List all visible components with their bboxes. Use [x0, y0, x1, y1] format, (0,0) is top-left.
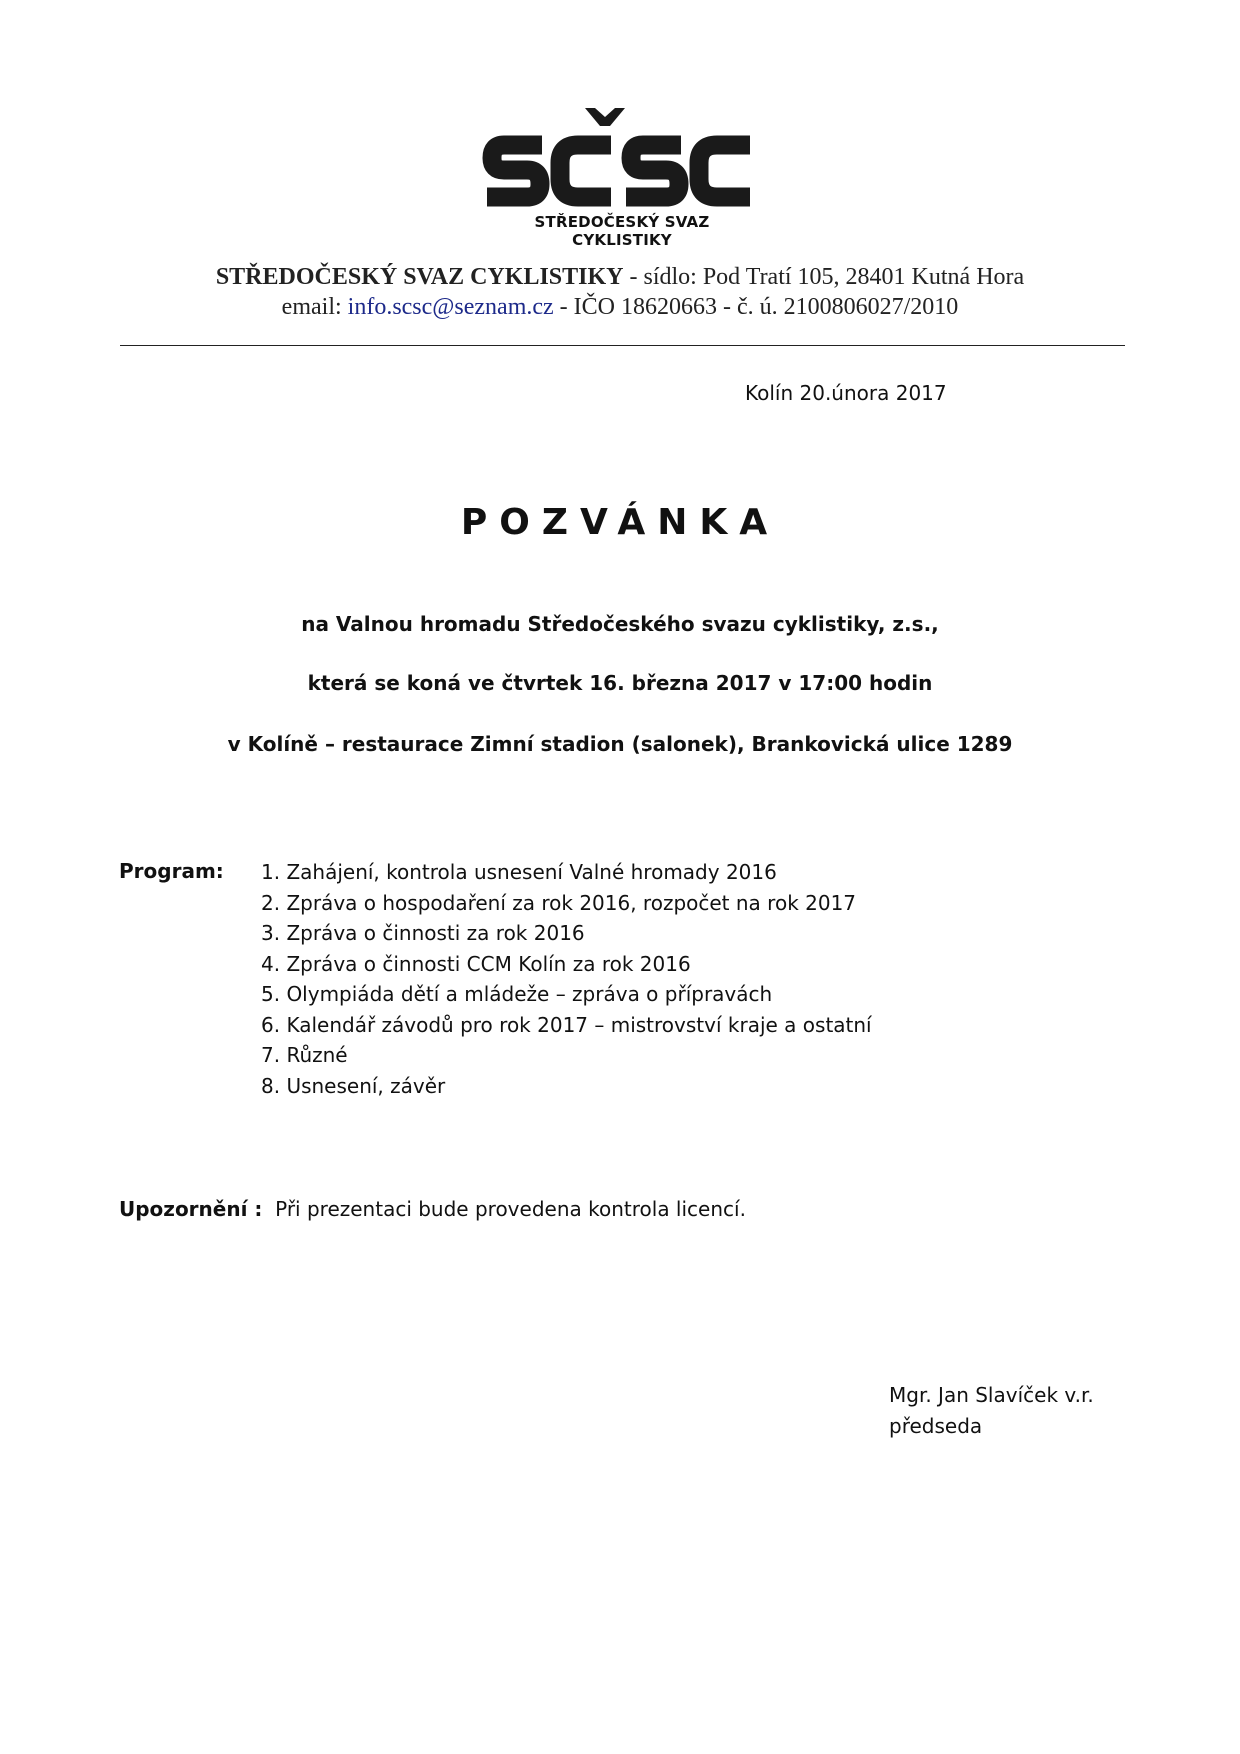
email-link[interactable]: info.scsc@seznam.cz	[347, 294, 554, 320]
letterhead	[0, 262, 1240, 322]
program-item: 4. Zpráva o činnosti CCM Kolín za rok 2016	[261, 951, 691, 976]
program-item: 3. Zpráva o činnosti za rok 2016	[261, 921, 585, 945]
notice-label: Upozornění :	[119, 1197, 263, 1221]
program-item: 2. Zpráva o hospodaření za rok 2016, rozpočet na rok 2017	[261, 890, 857, 915]
document-title: POZVÁNKA	[460, 502, 780, 543]
logo-caron	[585, 108, 625, 126]
program-item: 8. Usnesení, závěr	[261, 1073, 446, 1098]
document-date: Kolín 20.února 2017	[745, 381, 947, 405]
intro-line-2: která se koná ve čtvrtek 16. března 2017 v 17:00 hodin	[307, 671, 933, 695]
program-label: Program:	[119, 859, 224, 883]
signature-name: Mgr. Jan Slavíček v.r.	[889, 1383, 1094, 1407]
notice-text: Při prezentaci bude provedena kontrola licencí.	[275, 1197, 746, 1221]
logo-letter-s2	[626, 145, 681, 197]
signature-role: předseda	[889, 1414, 983, 1438]
logo-letter-s1	[487, 145, 542, 197]
logo-subtitle: STŘEDOČESKÝ SVAZ CYKLISTIKY	[534, 213, 710, 249]
notice	[119, 1197, 746, 1221]
org-address: - sídlo: Pod Tratí 105, 28401 Kutná Hora	[623, 264, 1025, 290]
letterhead-line-2	[0, 292, 1240, 322]
logo-letter-c2	[699, 145, 750, 197]
email-label: email:	[281, 294, 348, 320]
intro-line-1: na Valnou hromadu Středočeského svazu cyklistiky, z.s.,	[301, 612, 939, 636]
program-list	[261, 857, 872, 1101]
program-item: 5. Olympiáda dětí a mládeže – zpráva o přípravách	[261, 982, 773, 1006]
logo-letter-c1	[560, 145, 611, 197]
intro-line-3: v Kolíně – restaurace Zimní stadion (salonek), Brankovická ulice 1289	[227, 732, 1013, 756]
header-divider	[120, 345, 1125, 346]
letterhead-line-1	[0, 262, 1240, 292]
signature	[889, 1380, 1094, 1442]
program-item: 1. Zahájení, kontrola usnesení Valné hromady 2016	[261, 860, 777, 884]
program-item: 6. Kalendář závodů pro rok 2017 – mistrovství kraje a ostatní	[261, 1012, 872, 1037]
program-item: 7. Různé	[261, 1043, 348, 1067]
org-ids: - IČO 18620663 - č. ú. 2100806027/2010	[553, 294, 959, 320]
org-name: STŘEDOČESKÝ SVAZ CYKLISTIKY	[215, 264, 624, 290]
